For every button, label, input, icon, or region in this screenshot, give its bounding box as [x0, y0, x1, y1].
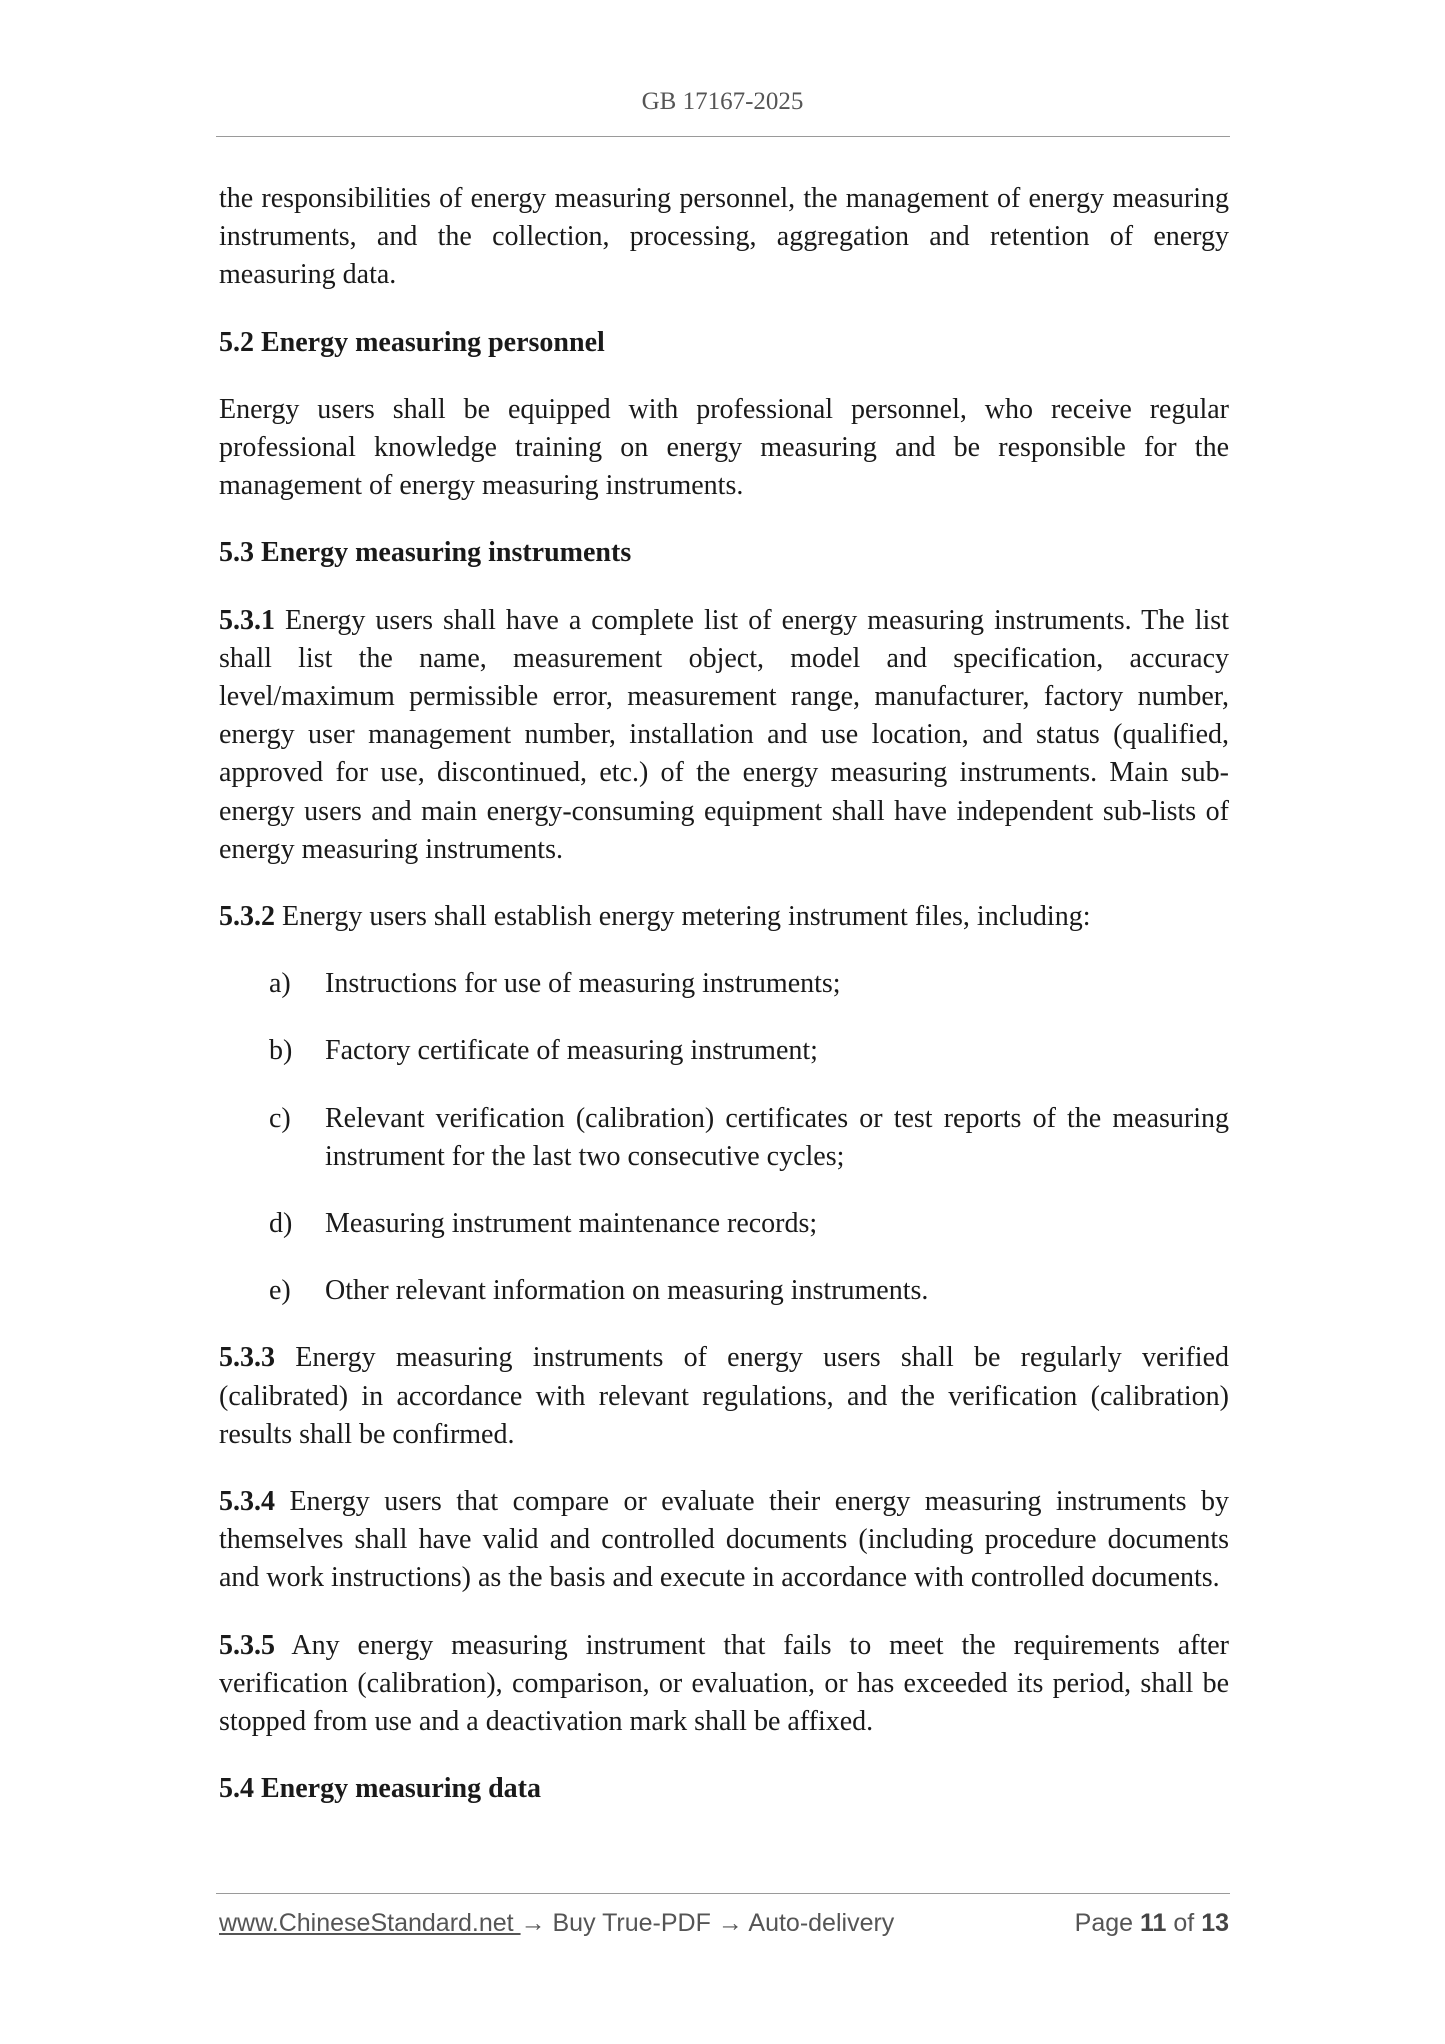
- list-item-text: Relevant verification (calibration) certificates or test reports of the measuring instrument for the last two consecutive cycles;: [325, 1102, 1229, 1172]
- clause-5-3-4: [219, 1483, 1229, 1598]
- section-5-3-heading: 5.3 Energy measuring instruments: [219, 537, 632, 569]
- page-label: Page: [1074, 1909, 1140, 1937]
- document-body: [219, 180, 1229, 1838]
- clause-5-3-5: [219, 1627, 1229, 1742]
- header-divider: [216, 136, 1230, 137]
- total-page-number: 13: [1201, 1909, 1229, 1937]
- list-item: [219, 965, 1229, 1003]
- clause-number: 5.3.2: [219, 901, 275, 933]
- list-item: [219, 1205, 1229, 1243]
- section-5-4-heading: 5.4 Energy measuring data: [219, 1773, 541, 1805]
- clause-number: 5.3.3: [219, 1342, 275, 1374]
- list-marker: c): [269, 1102, 291, 1134]
- section-5-2-paragraph: Energy users shall be equipped with professional personnel, who receive regular professional knowledge training on energy measuring and be responsible for the management of energy measuring instruments.: [219, 393, 1229, 502]
- list-marker: d): [269, 1208, 293, 1240]
- clause-5-3-1: [219, 602, 1229, 869]
- list-item: [219, 1272, 1229, 1310]
- list-marker: e): [269, 1275, 291, 1307]
- current-page-number: 11: [1140, 1909, 1167, 1937]
- clause-5-3-2: [219, 898, 1229, 936]
- clause-number: 5.3.4: [219, 1486, 275, 1518]
- footer-divider: [216, 1893, 1230, 1894]
- clause-5-3-3: [219, 1339, 1229, 1454]
- list-marker: a): [269, 968, 291, 1000]
- list-item: [219, 1032, 1229, 1070]
- clause-text: Energy users shall establish energy metering instrument files, including:: [275, 901, 1091, 933]
- clause-number: 5.3.5: [219, 1629, 275, 1661]
- footer-promo: [219, 1909, 894, 1938]
- intro-paragraph: the responsibilities of energy measuring personnel, the management of energy measuring instruments, and the collection, processing, aggregation and retention of energy measuring data.: [219, 183, 1229, 291]
- footer-promo-text: → Buy True-PDF → Auto-delivery: [520, 1909, 895, 1937]
- list-item-text: Other relevant information on measuring instruments.: [325, 1275, 929, 1307]
- website-link[interactable]: www.ChineseStandard.net: [219, 1909, 521, 1937]
- section-5-2-heading: 5.2 Energy measuring personnel: [219, 326, 605, 358]
- page-footer: [219, 1909, 1229, 1945]
- clause-text: Energy users shall have a complete list of energy measuring instruments. The list shall list the name, measurement object, model and specification, accuracy level/maximum permissible error, measurement range, manufacturer, factory number, energy user management number, installation and use location, and status (qualified, approved for use, discontinued, etc.) of the energy measuring instruments. Main sub-energy users and main energy-consuming equipment shall have independent sub-lists of energy measuring instruments.: [219, 604, 1229, 865]
- clause-text: Energy users that compare or evaluate their energy measuring instruments by themselves shall have valid and controlled documents (including procedure documents and work instructions) as the basis and execute in accordance with controlled documents.: [219, 1486, 1229, 1594]
- clause-number: 5.3.1: [219, 604, 275, 636]
- list-item-text: Instructions for use of measuring instruments;: [325, 968, 841, 1000]
- list-item-text: Measuring instrument maintenance records;: [325, 1208, 818, 1240]
- list-marker: b): [269, 1035, 293, 1067]
- document-code: GB 17167-2025: [641, 88, 804, 115]
- list-item-text: Factory certificate of measuring instrument;: [325, 1035, 818, 1067]
- page-of-label: of: [1166, 1909, 1202, 1937]
- clause-text: Energy measuring instruments of energy users shall be regularly verified (calibrated) in accordance with relevant regulations, and the verification (calibration) results shall be confirmed.: [219, 1342, 1229, 1450]
- clause-text: Any energy measuring instrument that fails to meet the requirements after verification (calibration), comparison, or evaluation, or has exceeded its period, shall be stopped from use and a deactivation mark shall be affixed.: [219, 1629, 1229, 1738]
- page-indicator: [1075, 1909, 1229, 1938]
- list-item: [219, 1100, 1229, 1176]
